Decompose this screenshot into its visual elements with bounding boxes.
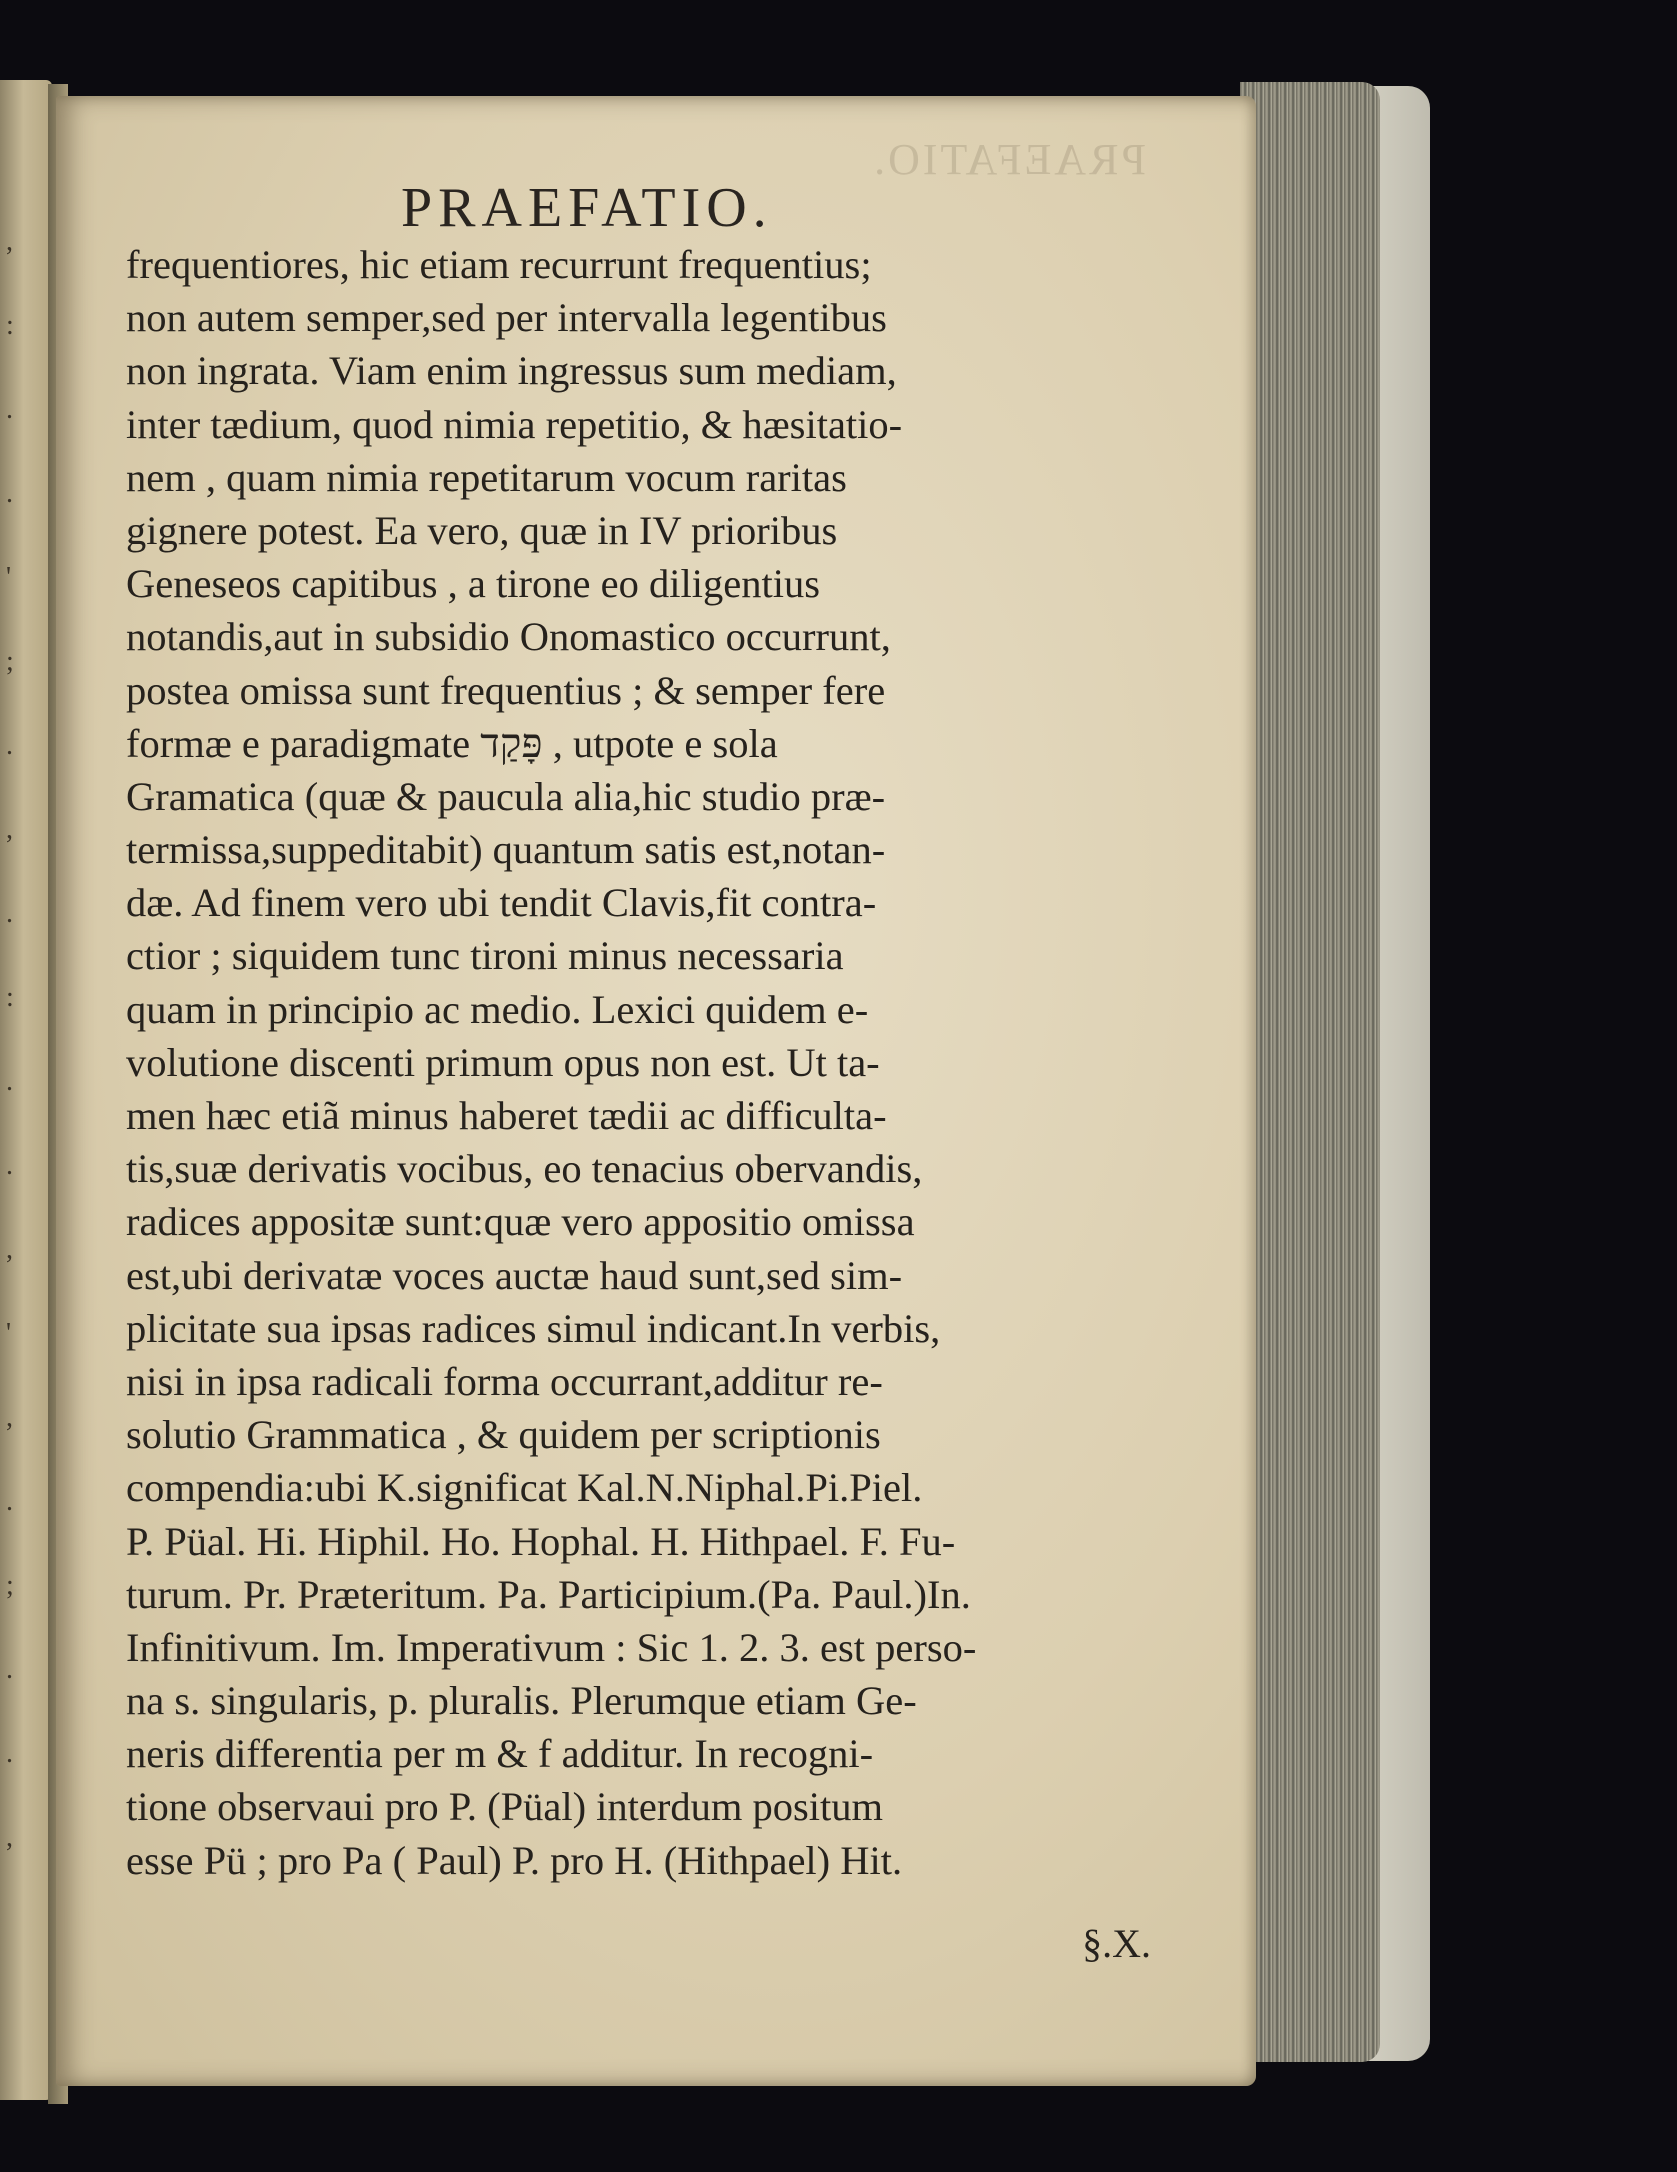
text-line: esse Pü ; pro Pa ( Paul) P. pro H. (Hithpael) Hit. [126,1837,903,1883]
text-line: plicitate sua ipsas radices simul indicant.In verbis, [126,1305,941,1351]
text-line: formæ e paradigmate פָּקַד , utpote e sola [126,720,778,766]
text-line: non autem semper,sed per intervalla legentibus [126,295,887,341]
text-line: P. Püal. Hi. Hiphil. Ho. Hophal. H. Hithpael. F. Fu- [126,1518,956,1564]
book-page [56,96,1256,2086]
text-line: radices appositæ sunt:quæ vero appositio omissa [126,1199,915,1245]
text-line: ctior ; siquidem tunc tironi minus necessaria [126,933,844,979]
previous-page-marks: , : . . ' ; . , . : . . , ' , . ; . . , [6,226,14,1853]
body-text [126,238,1166,1887]
text-line: men hæc etiã minus haberet tædii ac difficulta- [126,1093,887,1138]
text-line: quam in principio ac medio. Lexici quidem e- [126,986,869,1032]
text-line: postea omissa sunt frequentius ; & semper fere [126,667,886,713]
text-line: frequentiores, hic etiam recurrunt frequentius; [126,242,872,287]
text-line: nisi in ipsa radicali forma occurrant,additur re- [126,1358,883,1404]
catchword: §.X. [1082,1921,1151,1966]
text-line: Gramatica (quæ & paucula alia,hic studio præ- [126,773,886,819]
text-line: turum. Pr. Præteritum. Pa. Participium.(Pa. Paul.)In. [126,1571,971,1617]
text-line: dæ. Ad finem vero ubi tendit Clavis,fit contra- [126,880,877,926]
text-line: notandis,aut in subsidio Onomastico occurrunt, [126,614,891,660]
text-line: tis,suæ derivatis vocibus, eo tenacius obervandis, [126,1146,923,1192]
page-block-edges [1240,82,1380,2062]
text-line: solutio Grammatica , & quidem per scriptionis [126,1412,881,1458]
text-line: volutione discenti primum opus non est. Ut ta- [126,1039,880,1085]
show-through-text: PRAEFATIO. [871,135,1146,184]
text-line: gignere potest. Ea vero, quæ in IV prioribus [126,507,838,553]
text-line: inter tædium, quod nimia repetitio, & hæsitatio- [126,401,903,447]
text-line: non ingrata. Viam enim ingressus sum mediam, [126,348,897,394]
text-line: Geneseos capitibus , a tirone eo diligentius [126,561,820,607]
text-line: est,ubi derivatæ voces auctæ haud sunt,sed sim- [126,1252,903,1298]
text-line: neris differentia per m & f additur. In recogni- [126,1731,874,1777]
text-line: na s. singularis, p. pluralis. Plerumque etiam Ge- [126,1678,917,1724]
text-line: compendia:ubi K.significat Kal.N.Niphal.Pi.Piel. [126,1465,923,1511]
running-header: PRAEFATIO. [401,177,773,239]
previous-page-edge [0,80,52,2100]
text-line: termissa,suppeditabit) quantum satis est,notan- [126,827,886,873]
text-line: Infinitivum. Im. Imperativum : Sic 1. 2. 3. est perso- [126,1624,977,1670]
text-line: tione observaui pro P. (Püal) interdum positum [126,1784,884,1830]
text-line: nem , quam nimia repetitarum vocum raritas [126,454,847,500]
